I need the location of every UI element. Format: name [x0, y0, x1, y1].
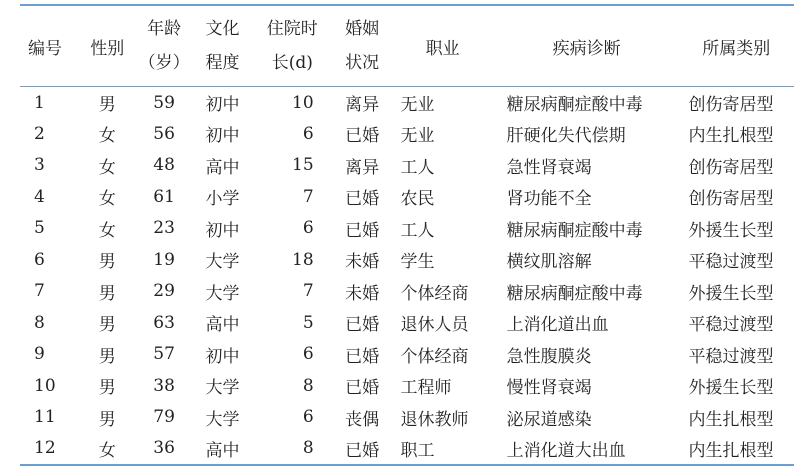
header-edu-line1: 文化: [205, 19, 240, 39]
cell-marital: 已婚: [345, 346, 380, 367]
table-row: [20, 402, 794, 434]
cell-edu: 小学: [205, 189, 240, 210]
header-row: [20, 5, 794, 87]
table-row: [20, 276, 794, 308]
cell-id: 12: [34, 438, 56, 459]
cell-job: 无业: [400, 126, 435, 147]
table-row: [20, 370, 794, 402]
cell-job: 工程师: [400, 378, 452, 399]
cell-job: 个体经商: [400, 346, 469, 367]
cell-sex: 男: [98, 252, 116, 273]
cell-category: 创伤寄居型: [688, 189, 774, 210]
cell-stay: 15: [292, 155, 314, 176]
cell-diagnosis: 上消化道出血: [506, 315, 609, 336]
header-diagnosis: 疾病诊断: [552, 38, 621, 59]
cell-id: 10: [34, 375, 56, 396]
cell-sex: 女: [98, 126, 116, 147]
cell-id: 7: [34, 281, 45, 302]
cell-age: 56: [153, 123, 175, 144]
cell-id: 3: [34, 155, 45, 176]
table-body: [20, 87, 794, 465]
cell-sex: 女: [98, 189, 116, 210]
cell-age: 36: [153, 438, 175, 459]
table-row: [20, 339, 794, 371]
table-row: [20, 244, 794, 276]
cell-edu: 大学: [205, 283, 240, 304]
cell-diagnosis: 横纹肌溶解: [506, 252, 592, 273]
cell-job: 个体经商: [400, 283, 469, 304]
cell-edu: 大学: [205, 252, 240, 273]
cell-diagnosis: 急性腹膜炎: [506, 346, 592, 367]
cell-age: 57: [153, 344, 175, 365]
cell-marital: 已婚: [345, 189, 380, 210]
cell-sex: 男: [98, 409, 116, 430]
cell-stay: 18: [292, 249, 314, 270]
cell-age: 19: [153, 249, 175, 270]
cell-id: 9: [34, 344, 45, 365]
cell-id: 11: [34, 407, 56, 428]
cell-diagnosis: 泌尿道感染: [506, 409, 592, 430]
cell-diagnosis: 糖尿病酮症酸中毒: [506, 283, 643, 304]
cell-category: 内生扎根型: [688, 440, 774, 461]
cell-marital: 丧偶: [345, 409, 380, 430]
cell-stay: 5: [302, 312, 314, 333]
cell-edu: 大学: [205, 378, 240, 399]
cell-job: 退休人员: [400, 315, 469, 336]
table-row: [20, 307, 794, 339]
cell-sex: 男: [98, 283, 116, 304]
cell-diagnosis: 慢性肾衰竭: [506, 378, 592, 399]
cell-stay: 6: [302, 344, 314, 365]
header-category: 所属类别: [702, 38, 771, 59]
cell-diagnosis: 急性肾衰竭: [506, 157, 592, 178]
cell-sex: 男: [98, 378, 116, 399]
cell-marital: 未婚: [345, 283, 380, 304]
cell-job: 农民: [400, 189, 435, 210]
cell-edu: 高中: [205, 315, 240, 336]
cell-sex: 女: [98, 440, 116, 461]
cell-sex: 男: [98, 346, 116, 367]
cell-category: 外援生长型: [688, 283, 774, 304]
header-age-line1: 年龄: [147, 19, 182, 39]
cell-job: 工人: [400, 157, 435, 178]
cell-category: 创伤寄居型: [688, 95, 774, 115]
cell-marital: 已婚: [345, 315, 380, 336]
cell-id: 6: [34, 249, 45, 270]
header-stay-line1: 住院时: [266, 19, 318, 39]
cell-marital: 离异: [345, 95, 380, 115]
cell-category: 平稳过渡型: [688, 346, 774, 367]
cell-edu: 初中: [205, 95, 240, 115]
cell-diagnosis: 肾功能不全: [506, 189, 592, 210]
cell-stay: 10: [292, 92, 314, 113]
cell-id: 5: [34, 218, 45, 239]
cell-category: 外援生长型: [688, 220, 774, 241]
cell-diagnosis: 肝硬化失代偿期: [506, 126, 626, 147]
cell-edu: 初中: [205, 126, 240, 147]
table-header: [20, 5, 794, 87]
table-row: [20, 213, 794, 245]
cell-edu: 高中: [205, 157, 240, 178]
cell-stay: 6: [302, 123, 314, 144]
cell-category: 内生扎根型: [688, 409, 774, 430]
cell-edu: 初中: [205, 346, 240, 367]
cell-sex: 女: [98, 220, 116, 241]
header-stay-line2: 长(d): [271, 53, 313, 73]
header-age: [134, 5, 194, 87]
header-job: 职业: [425, 38, 460, 59]
cell-diagnosis: 糖尿病酮症酸中毒: [506, 220, 643, 241]
table-row: [20, 87, 794, 119]
patient-table: [20, 4, 794, 466]
header-id: 编号: [28, 38, 62, 59]
cell-sex: 男: [98, 315, 116, 336]
cell-age: 29: [153, 281, 175, 302]
cell-job: 职工: [400, 440, 435, 461]
cell-category: 内生扎根型: [688, 126, 774, 147]
header-marital-line1: 婚姻: [345, 19, 380, 39]
header-edu-line2: 程度: [205, 53, 240, 73]
cell-stay: 8: [302, 438, 314, 459]
cell-stay: 7: [302, 186, 314, 207]
cell-edu: 初中: [205, 220, 240, 241]
cell-id: 8: [34, 312, 45, 333]
cell-sex: 女: [98, 157, 116, 178]
cell-age: 23: [153, 218, 175, 239]
cell-age: 79: [153, 407, 175, 428]
cell-job: 工人: [400, 220, 435, 241]
header-edu: [194, 5, 251, 87]
cell-job: 学生: [400, 252, 435, 273]
cell-marital: 未婚: [345, 252, 380, 273]
cell-id: 1: [34, 92, 45, 113]
cell-marital: 已婚: [345, 440, 380, 461]
cell-diagnosis: 上消化道大出血: [506, 440, 626, 461]
cell-marital: 已婚: [345, 220, 380, 241]
header-age-line2: （岁）: [138, 53, 190, 73]
cell-category: 创伤寄居型: [688, 157, 774, 178]
header-sex: 性别: [90, 38, 125, 59]
header-stay: [251, 5, 334, 87]
cell-age: 59: [153, 92, 175, 113]
cell-age: 48: [153, 155, 175, 176]
cell-edu: 大学: [205, 409, 240, 430]
cell-age: 61: [153, 186, 175, 207]
cell-id: 2: [34, 123, 45, 144]
cell-stay: 7: [302, 281, 314, 302]
cell-stay: 6: [302, 218, 314, 239]
cell-marital: 已婚: [345, 126, 380, 147]
table-row: [20, 118, 794, 150]
cell-stay: 6: [302, 407, 314, 428]
cell-age: 38: [153, 375, 175, 396]
cell-sex: 男: [98, 95, 116, 115]
table-row: [20, 150, 794, 182]
header-marital-line2: 状况: [345, 53, 380, 73]
cell-id: 4: [34, 186, 45, 207]
cell-edu: 高中: [205, 440, 240, 461]
cell-marital: 已婚: [345, 378, 380, 399]
cell-category: 平稳过渡型: [688, 315, 774, 336]
cell-job: 退休教师: [400, 409, 469, 430]
cell-age: 63: [153, 312, 175, 333]
cell-marital: 离异: [345, 157, 380, 178]
header-marital: [334, 5, 391, 87]
table-row: [20, 181, 794, 213]
cell-stay: 8: [302, 375, 314, 396]
cell-category: 平稳过渡型: [688, 252, 774, 273]
cell-diagnosis: 糖尿病酮症酸中毒: [506, 95, 643, 115]
cell-job: 无业: [400, 95, 435, 115]
cell-category: 外援生长型: [688, 378, 774, 399]
